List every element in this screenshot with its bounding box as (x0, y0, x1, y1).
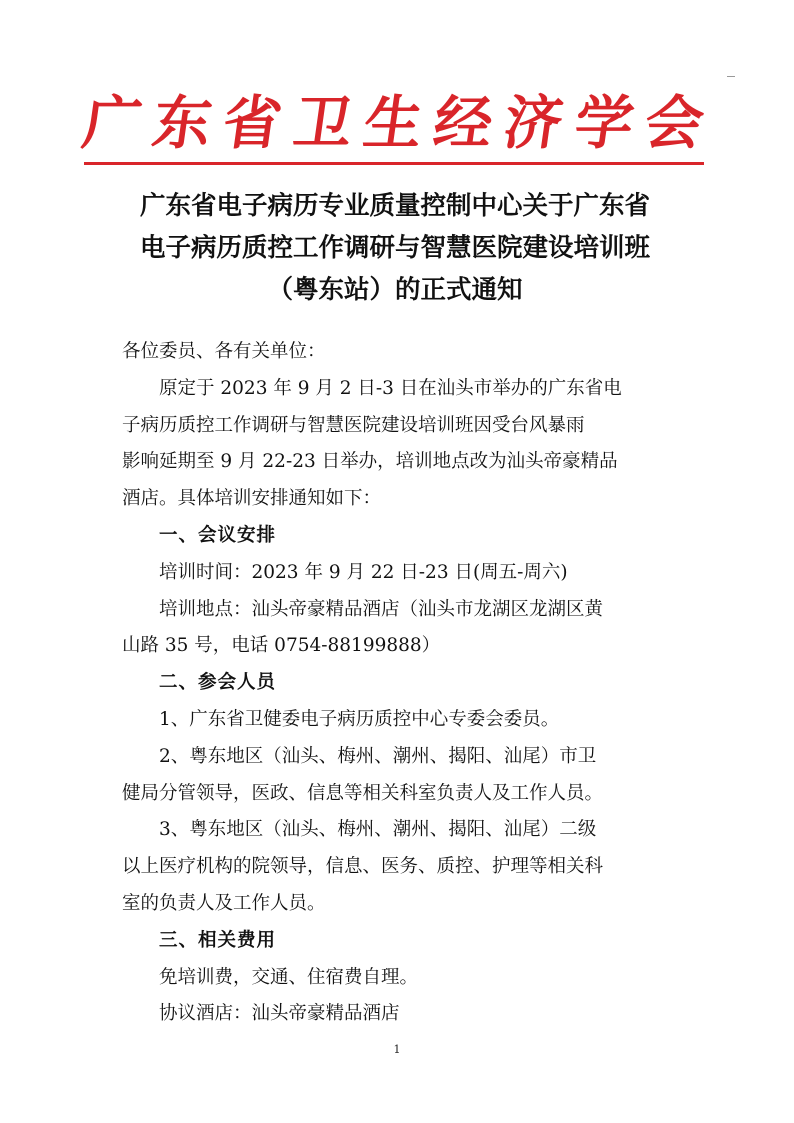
attendee-line: 健局分管领导，医政、信息等相关科室负责人及工作人员。 (122, 782, 604, 804)
letterhead-char: 省 (218, 89, 287, 157)
location-line: 培训地点：汕头帝豪精品酒店（汕头市龙湖区龙湖区黄 (159, 598, 604, 620)
location-line: 山路 35 号，电话 0754-88199888） (122, 635, 441, 657)
title-line: 电子病历质控工作调研与智慧医院建设培训班 (139, 233, 650, 263)
letterhead-char: 学 (570, 89, 638, 157)
salutation: 各位委员、各有关单位： (122, 341, 326, 362)
intro-line: 影响延期至 9 月 22-23 日举办，培训地点改为汕头帝豪精品 (122, 451, 618, 473)
letterhead-divider (84, 162, 704, 165)
letterhead-logo (78, 78, 708, 158)
page-number: 1 (393, 1043, 401, 1056)
attendee-line: 3、粤东地区（汕头、梅州、潮州、揭阳、汕尾）二级 (159, 819, 597, 841)
agreement-hotel: 协议酒店：汕头帝豪精品酒店 (159, 1003, 400, 1025)
section-heading-attendees: 二、参会人员 (159, 672, 277, 694)
letterhead-char: 济 (499, 89, 568, 157)
corner-mark (727, 76, 735, 77)
document-title (90, 185, 700, 311)
attendee-item-2 (122, 739, 684, 813)
title-line: 广东省电子病历专业质量控制中心关于广东省 (139, 191, 650, 221)
section-heading-fees: 三、相关费用 (159, 929, 277, 951)
attendee-line: 2、粤东地区（汕头、梅州、潮州、揭阳、汕尾）市卫 (159, 745, 597, 767)
letterhead-char: 东 (148, 89, 217, 157)
training-location (122, 592, 684, 666)
section-heading-meeting: 一、会议安排 (159, 524, 277, 546)
intro-line: 子病历质控工作调研与智慧医院建设培训班因受台风暴雨 (122, 414, 585, 436)
letterhead-char: 会 (640, 89, 708, 157)
attendee-item-3 (122, 812, 684, 922)
fee-note: 免培训费，交通、住宿费自理。 (159, 966, 419, 988)
attendee-item-1: 1、广东省卫健委电子病历质控中心专委会委员。 (159, 708, 560, 730)
title-line: （粤东站）的正式通知 (267, 275, 523, 305)
attendee-line: 室的负责人及工作人员。 (122, 892, 326, 914)
letterhead-char: 卫 (289, 89, 357, 157)
training-time: 培训时间：2023 年 9 月 22 日-23 日(周五-周六) (159, 561, 568, 583)
attendee-line: 以上医疗机构的院领导，信息、医务、质控、护理等相关科 (122, 856, 604, 878)
letterhead-char: 经 (429, 89, 498, 157)
letterhead-char: 生 (359, 89, 428, 157)
intro-line: 酒店。具体培训安排通知如下： (122, 488, 382, 510)
letterhead-char: 广 (78, 89, 147, 157)
intro-line: 原定于 2023 年 9 月 2 日-3 日在汕头市举办的广东省电 (159, 377, 622, 399)
document-body (122, 334, 684, 1033)
intro-paragraph (122, 371, 684, 518)
